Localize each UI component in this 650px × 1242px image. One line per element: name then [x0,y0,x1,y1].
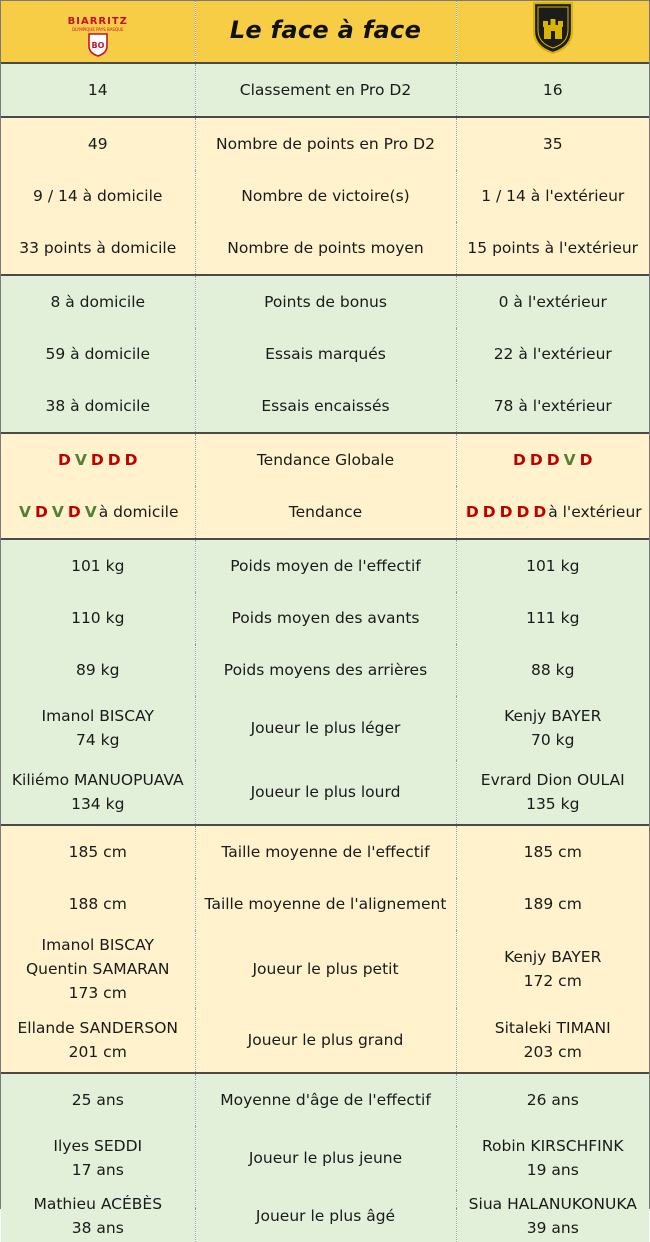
carcassonne-player: Robin KIRSCHFINK 19 ans [456,1126,649,1190]
carcassonne-value: 1 / 14 à l'extérieur [456,170,649,222]
table-row [1,1008,649,1073]
form-loss: D [546,451,560,469]
form-loss: D [90,451,104,469]
biarritz-shield-icon [87,33,109,57]
form-loss: D [482,503,496,521]
biarritz-form-global [1,433,195,486]
form-sequence [464,503,548,521]
biarritz-logo-cell [1,1,195,63]
stat-label: Nombre de victoire(s) [195,170,456,222]
stat-label: Points de bonus [195,275,456,328]
carcassonne-value: 78 à l'extérieur [456,380,649,433]
stat-label: Tendance [195,486,456,539]
biarritz-player: Kiliémo MANUOPUAVA 134 kg [1,760,195,825]
form-win: V [74,451,87,469]
stat-label: Taille moyenne de l'effectif [195,825,456,878]
carcassonne-value: 35 [456,117,649,170]
table-row [1,539,649,592]
header-row [1,1,649,63]
biarritz-value: 25 ans [1,1073,195,1126]
page-title-cell [195,1,456,63]
stat-label: Nombre de points moyen [195,222,456,275]
table-row [1,696,649,760]
stat-label: Joueur le plus âgé [195,1190,456,1242]
form-loss: D [107,451,121,469]
form-loss: D [499,503,513,521]
biarritz-value: 8 à domicile [1,275,195,328]
form-loss: D [579,451,593,469]
form-loss: D [516,503,530,521]
carcassonne-player: Kenjy BAYER 70 kg [456,696,649,760]
biarritz-player: Mathieu ACÉBÈS 38 ans [1,1190,195,1242]
stat-label: Joueur le plus jeune [195,1126,456,1190]
form-suffix: à l'extérieur [548,503,642,521]
stat-label: Poids moyens des arrières [195,644,456,696]
table-row [1,63,649,117]
table-row [1,878,649,930]
carcassonne-player: Siua HALANUKONUKA 39 ans [456,1190,649,1242]
form-sequence [511,451,595,469]
table-row [1,117,649,170]
biarritz-value: 110 kg [1,592,195,644]
stat-label: Joueur le plus lourd [195,760,456,825]
table-row [1,1126,649,1190]
table-row [1,930,649,1008]
table-row [1,1190,649,1242]
stat-label: Poids moyen de l'effectif [195,539,456,592]
table-row [1,170,649,222]
form-sequence [17,503,99,521]
carcassonne-value: 185 cm [456,825,649,878]
biarritz-value: 14 [1,63,195,117]
biarritz-value: 9 / 14 à domicile [1,170,195,222]
biarritz-value: 101 kg [1,539,195,592]
stat-label: Joueur le plus léger [195,696,456,760]
table-row [1,760,649,825]
table-row [1,592,649,644]
us-carcassonne-logo [531,1,575,55]
biarritz-value: 185 cm [1,825,195,878]
table-row [1,222,649,275]
form-loss: D [529,451,543,469]
carcassonne-player: Sitaleki TIMANI 203 cm [456,1008,649,1073]
carcassonne-value: 22 à l'extérieur [456,328,649,380]
stat-label: Tendance Globale [195,433,456,486]
carcassonne-value: 101 kg [456,539,649,592]
stat-label: Poids moyen des avants [195,592,456,644]
svg-text:BO: BO [91,40,105,50]
biarritz-player: Imanol BISCAY Quentin SAMARAN 173 cm [1,930,195,1008]
table-row [1,433,649,486]
form-loss: D [513,451,526,469]
stat-label: Joueur le plus grand [195,1008,456,1073]
table-row [1,486,649,539]
carcassonne-form-global [456,433,649,486]
form-loss: D [58,451,71,469]
form-win: V [18,503,31,521]
form-loss: D [34,503,48,521]
carcassonne-value: 26 ans [456,1073,649,1126]
stat-label: Moyenne d'âge de l'effectif [195,1073,456,1126]
page-title: Le face à face [229,16,422,44]
form-loss: D [124,451,138,469]
biarritz-player: Imanol BISCAY 74 kg [1,696,195,760]
table-row [1,328,649,380]
table-row [1,275,649,328]
stat-label: Joueur le plus petit [195,930,456,1008]
carcassonne-value: 15 points à l'extérieur [456,222,649,275]
form-win: V [563,451,576,469]
table-row [1,1073,649,1126]
carcassonne-player: Kenjy BAYER 172 cm [456,930,649,1008]
carcassonne-form-away [456,486,649,539]
biarritz-value: 33 points à domicile [1,222,195,275]
biarritz-value: 188 cm [1,878,195,930]
stat-label: Nombre de points en Pro D2 [195,117,456,170]
biarritz-player: Ellande SANDERSON 201 cm [1,1008,195,1073]
form-suffix: à domicile [98,503,179,521]
carcassonne-logo-cell [456,1,649,63]
form-loss: D [67,503,81,521]
biarritz-value: 49 [1,117,195,170]
table-row [1,644,649,696]
biarritz-olympique-logo: BIARRITZ OLYMPIQUE PAYS BASQUE BO [68,16,128,57]
form-win: V [51,503,64,521]
carcassonne-value: 0 à l'extérieur [456,275,649,328]
form-win: V [84,503,97,521]
carcassonne-value: 189 cm [456,878,649,930]
stat-label: Essais encaissés [195,380,456,433]
carcassonne-value: 88 kg [456,644,649,696]
biarritz-value: 89 kg [1,644,195,696]
form-sequence [56,451,140,469]
table-row [1,380,649,433]
table-row [1,825,649,878]
biarritz-player: Ilyes SEDDI 17 ans [1,1126,195,1190]
stat-label: Essais marqués [195,328,456,380]
form-loss: D [533,503,547,521]
stat-label: Taille moyenne de l'alignement [195,878,456,930]
carcassonne-value: 16 [456,63,649,117]
carcassonne-player: Evrard Dion OULAI 135 kg [456,760,649,825]
form-loss: D [465,503,479,521]
biarritz-value: 38 à domicile [1,380,195,433]
biarritz-value: 59 à domicile [1,328,195,380]
carcassonne-value: 111 kg [456,592,649,644]
biarritz-form-home [1,486,195,539]
stat-label: Classement en Pro D2 [195,63,456,117]
